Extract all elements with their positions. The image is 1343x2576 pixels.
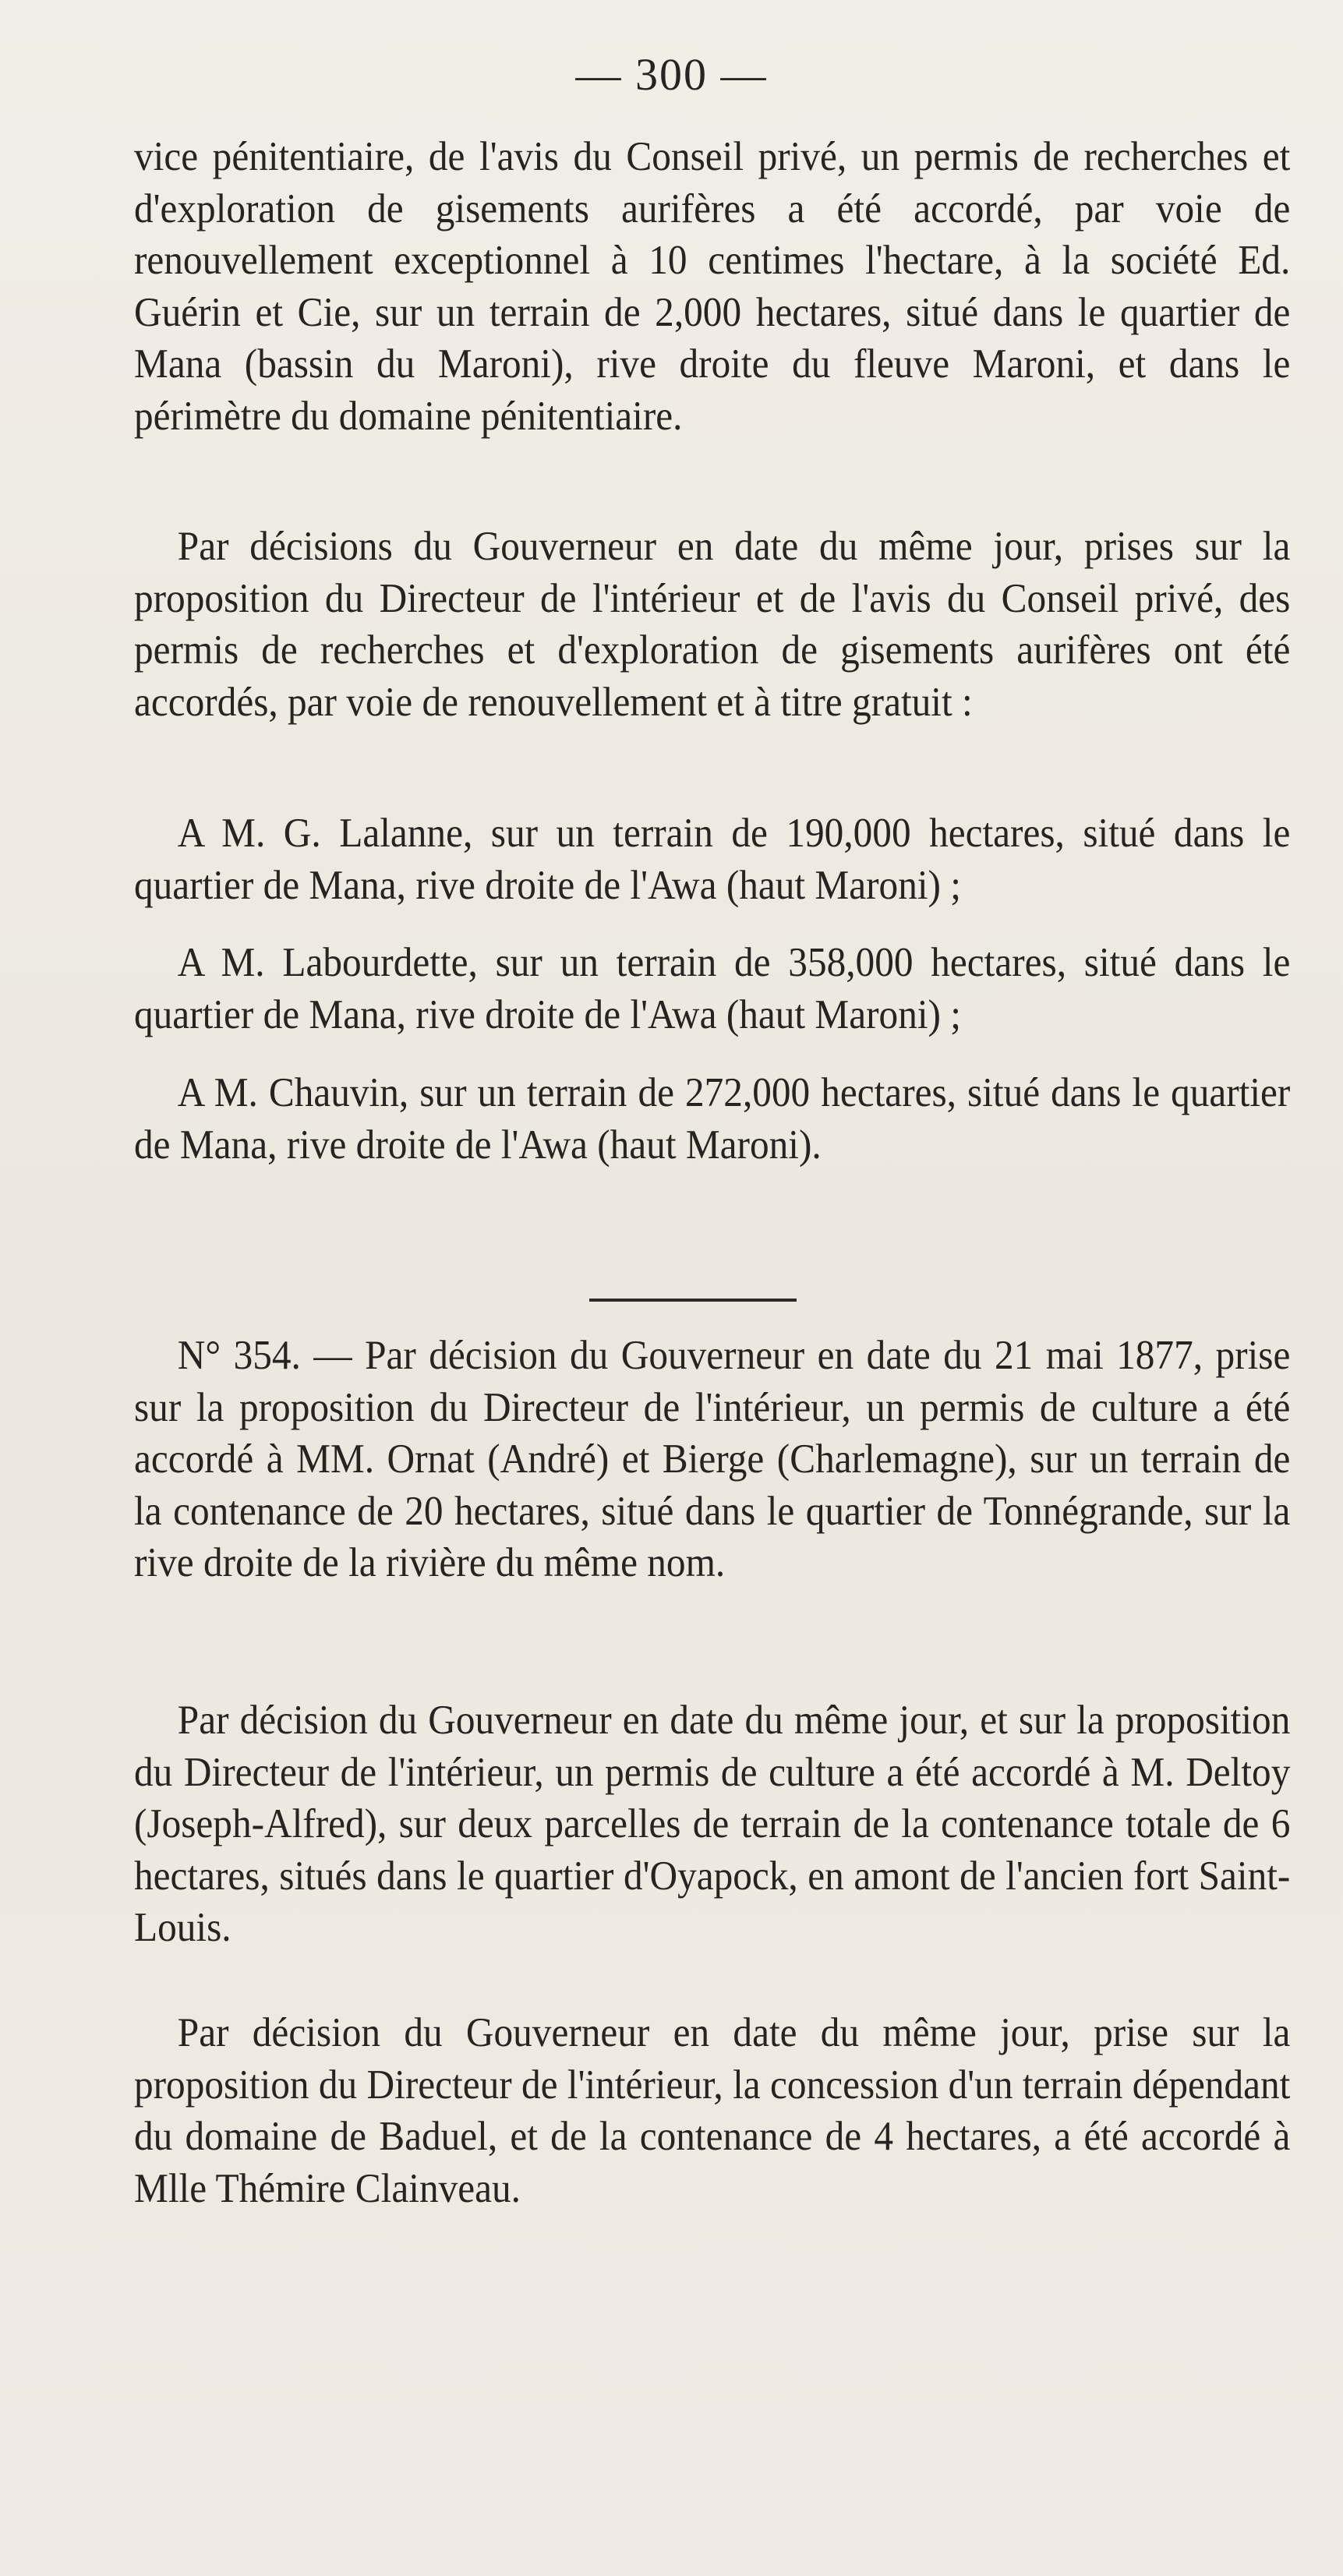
paragraph-deltoy bbox=[134, 1694, 1290, 1954]
paragraph-text: vice pénitentiaire, de l'avis du Conseil privé, un permis de recherches et d'exploration de gisements aurifères a été accordé, par voie de renouvellement exceptionnel à 10 centimes l'hectare, à la société Ed. Guérin et Cie, sur un terrain de 2,000 hectares, situé dans le quartier de Mana (bassin du Maroni), rive droite du fleuve Maroni, et dans le périmètre du domaine pénitentiaire. bbox=[134, 134, 1291, 439]
paragraph-text: A M. Chauvin, sur un terrain de 272,000 hectares, situé dans le quartier de Mana, rive droite de l'Awa (haut Maroni). bbox=[134, 1070, 1291, 1168]
paragraph-text: A M. Labourdette, sur un terrain de 358,000 hectares, situé dans le quartier de Mana, rive droite de l'Awa (haut Maroni) ; bbox=[134, 940, 1291, 1037]
paragraph-lalanne bbox=[134, 807, 1290, 911]
paragraph-decisions-intro bbox=[134, 521, 1290, 728]
paragraph-continuation bbox=[134, 131, 1290, 442]
page-number: — 300 — bbox=[575, 49, 768, 100]
paragraph-labourdette bbox=[134, 937, 1290, 1041]
paragraph-text: A M. G. Lalanne, sur un terrain de 190,000 hectares, situé dans le quartier de Mana, rive droite de l'Awa (haut Maroni) ; bbox=[134, 811, 1291, 908]
paragraph-decision-354 bbox=[134, 1330, 1290, 1589]
paragraph-text: Par décision du Gouverneur en date du même jour, prise sur la proposition du Directeur de l'intérieur, la concession d'un terrain dépendant du domaine de Baduel, et de la contenance de 4 hectares, a été accordé à Mlle Thémire Clainveau. bbox=[134, 2010, 1291, 2211]
paragraph-clainveau bbox=[134, 2007, 1290, 2214]
section-divider bbox=[589, 1299, 797, 1302]
paragraph-text: N° 354. — Par décision du Gouverneur en date du 21 mai 1877, prise sur la proposition du Directeur de l'intérieur, un permis de culture a été accordé à MM. Ornat (André) et Bierge (Charlemagne), sur un terrain de la contenance de 20 hectares, situé dans le quartier de Tonnégrande, sur la rive droite de la rivière du même nom. bbox=[134, 1333, 1291, 1585]
paragraph-chauvin bbox=[134, 1067, 1290, 1171]
paragraph-text: Par décision du Gouverneur en date du même jour, et sur la proposition du Directeur de l'intérieur, un permis de culture a été accordé à M. Deltoy (Joseph-Alfred), sur deux parcelles de terrain de la contenance totale de 6 hectares, situés dans le quartier d'Oyapock, en amont de l'ancien fort Saint-Louis. bbox=[134, 1698, 1291, 1950]
paragraph-text: Par décisions du Gouverneur en date du même jour, prises sur la proposition du Directeur de l'intérieur et de l'avis du Conseil privé, des permis de recherches et d'exploration de gisements aurifères ont été accordés, par voie de renouvellement et à titre gratuit : bbox=[134, 524, 1291, 725]
